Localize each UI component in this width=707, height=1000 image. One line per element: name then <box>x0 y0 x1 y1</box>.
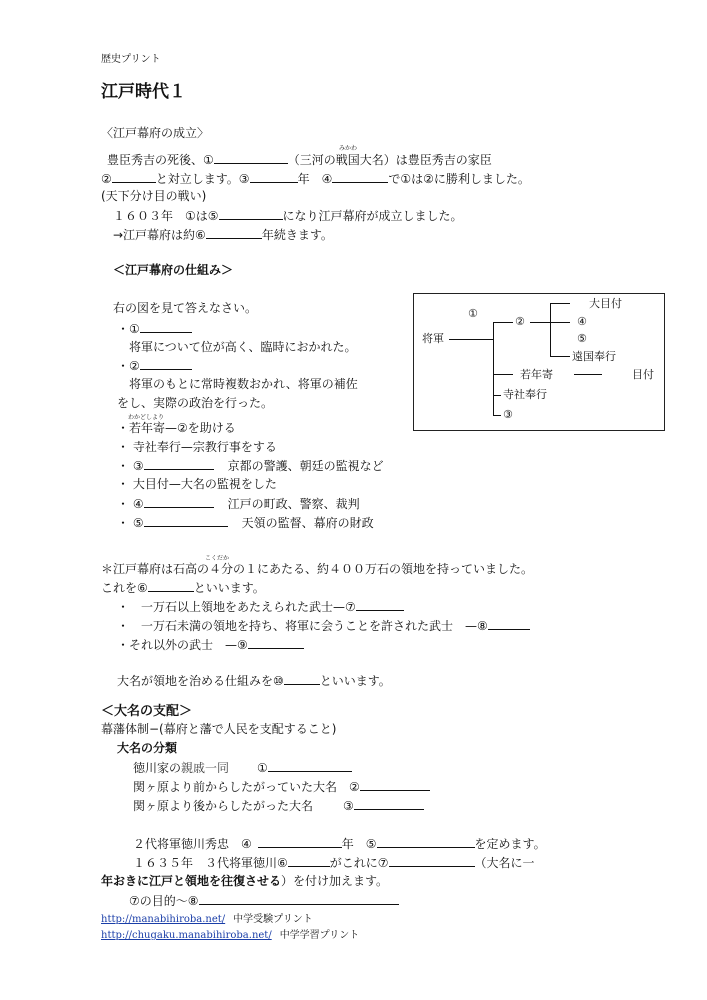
establishment-line-1: 豊臣秀吉の死後、① （三河の戦国大名）は豊臣秀吉の家臣 <box>107 153 492 167</box>
connector <box>550 356 570 357</box>
furigana-kokudaka: こくだか <box>205 555 230 562</box>
diagram-node-1: ① <box>468 307 478 320</box>
answer-blank[interactable] <box>148 580 194 592</box>
structure-q2-desc-2: をし、実際の政治を行った。 <box>117 396 274 410</box>
footer-desc-2: 中学学習プリント <box>279 930 360 941</box>
territory-line-1: ＊江戸幕府は石高の４分の１にあたる、約４００万石の領地を持っていました。 <box>101 562 534 576</box>
structure-q1-desc: 将軍について位が高く、臨時におかれた。 <box>129 340 357 354</box>
diagram-shogun: 将軍 <box>422 332 444 345</box>
establishment-line-3: (天下分け目の戦い) <box>101 189 207 203</box>
section-establishment-heading: 〈江戸幕府の成立〉 <box>101 126 210 140</box>
answer-blank[interactable] <box>332 171 388 183</box>
connector <box>550 303 551 356</box>
footer-row-2 <box>101 928 359 943</box>
answer-blank[interactable] <box>250 171 298 183</box>
connector <box>550 322 570 323</box>
territory-line-6: 大名が領地を治める仕組みを⑩ といいます。 <box>117 674 391 688</box>
diagram-ometsuke: 大目付 <box>589 297 622 310</box>
page-title: 江戸時代１ <box>101 82 186 102</box>
iemitsu-line: １６３５年 ３代将軍徳川⑥ がこれに⑦ （大名に一 <box>133 856 535 870</box>
structure-bullet-5: ・ ④ 江戸の町政、警察、裁判 <box>117 497 360 511</box>
answer-blank[interactable] <box>354 798 424 810</box>
answer-blank[interactable] <box>206 227 262 239</box>
connector <box>493 322 513 323</box>
answer-blank[interactable] <box>284 673 320 685</box>
connector <box>493 374 513 375</box>
diagram-wakadoshiyori: 若年寄 <box>520 368 553 381</box>
bakuhan-line: 幕藩体制−(幕府と藩で人民を支配すること) <box>101 722 337 736</box>
answer-blank[interactable] <box>360 779 430 791</box>
answer-blank[interactable] <box>144 515 228 527</box>
answer-blank[interactable] <box>144 496 214 508</box>
print-label: 歴史プリント <box>101 54 161 65</box>
establishment-line-5: →江戸幕府は約⑥ 年続きます。 <box>113 228 333 242</box>
establishment-line-4: １６０３年 ①は⑤ になり江戸幕府が成立しました。 <box>113 209 463 223</box>
footer-link-1[interactable]: http://manabihiroba.net/ <box>101 914 226 925</box>
answer-blank[interactable] <box>356 599 404 611</box>
answer-blank[interactable] <box>288 855 330 867</box>
diagram-node-5: ⑤ <box>577 332 587 345</box>
connector <box>449 339 493 340</box>
sankin-line: 年おきに江戸と領地を往復させる）を付け加えます。 <box>101 874 389 888</box>
diagram-ongoku-bugyo: 遠国奉行 <box>572 350 616 363</box>
establishment-line-2: ② と対立します。③ 年 ④ で①は②に勝利しました。 <box>101 172 530 186</box>
footer-desc-1: 中学受験プリント <box>233 914 313 925</box>
territory-line-4: ・ 一万石未満の領地を持ち、将軍に会うことを許された武士 —⑧ <box>117 618 530 634</box>
answer-blank[interactable] <box>219 208 283 220</box>
territory-line-5: ・それ以外の武士 —⑨ <box>117 637 304 653</box>
structure-bullet-4: ・ 大目付—大名の監視をした <box>117 477 277 491</box>
section-structure-heading: ＜江戸幕府の仕組み＞ <box>113 263 234 277</box>
connector <box>493 395 501 396</box>
purpose-line: ⑦の目的〜⑧ <box>129 893 399 909</box>
answer-blank[interactable] <box>140 321 192 333</box>
answer-blank[interactable] <box>144 458 214 470</box>
answer-blank[interactable] <box>268 760 352 772</box>
answer-blank[interactable] <box>258 836 342 848</box>
answer-blank[interactable] <box>248 637 304 649</box>
diagram-node-4: ④ <box>577 315 587 328</box>
footer-row-1 <box>101 912 313 927</box>
hidetada-line: ２代将軍徳川秀忠 ④ 年 ⑤ を定めます。 <box>133 837 546 851</box>
furigana-mikawa: みかわ <box>339 145 358 152</box>
diagram-jisha-bugyo: 寺社奉行 <box>503 388 547 401</box>
structure-bullet-1: ・若年寄—②を助ける <box>117 421 236 435</box>
connector <box>530 322 550 323</box>
diagram-node-3: ③ <box>503 408 513 421</box>
daimyo-row-3: 関ヶ原より後からしたがった大名 ③ <box>133 798 424 814</box>
structure-intro: 右の図を見て答えなさい。 <box>113 301 258 315</box>
territory-line-3: ・ 一万石以上領地をあたえられた武士—⑦ <box>117 599 404 615</box>
connector <box>574 374 602 375</box>
structure-bullet-6: ・ ⑤ 天領の監督、幕府の財政 <box>117 516 374 530</box>
daimyo-classification-heading: 大名の分類 <box>117 741 178 755</box>
answer-blank[interactable] <box>377 836 475 848</box>
connector <box>493 415 501 416</box>
furigana-wakadoshiyori: わかどしより <box>128 414 165 421</box>
answer-blank[interactable] <box>389 855 475 867</box>
section-daimyo-heading: ＜大名の支配＞ <box>101 704 193 719</box>
territory-line-2: これを⑥ といいます。 <box>101 581 265 595</box>
structure-q2: ・② <box>117 358 192 374</box>
connector <box>493 322 494 416</box>
structure-q1: ・① <box>117 321 192 337</box>
answer-blank[interactable] <box>214 152 288 164</box>
diagram-node-2: ② <box>515 315 525 328</box>
daimyo-row-1: 徳川家の親戚一同 ① <box>133 760 352 776</box>
connector <box>550 303 570 304</box>
diagram-metsuke: 目付 <box>632 368 654 381</box>
structure-q2-desc-1: 将軍のもとに常時複数おかれ、将軍の補佐 <box>129 377 358 391</box>
structure-bullet-2: ・ 寺社奉行—宗教行事をする <box>117 440 277 454</box>
structure-bullet-3: ・ ③ 京都の警護、朝廷の監視など <box>117 459 384 473</box>
shogunate-structure-diagram <box>413 293 665 431</box>
footer-link-2[interactable]: http://chugaku.manabihiroba.net/ <box>101 930 272 941</box>
answer-blank[interactable] <box>140 358 192 370</box>
answer-blank[interactable] <box>112 171 156 183</box>
answer-blank[interactable] <box>199 893 399 905</box>
daimyo-row-2: 関ヶ原より前からしたがっていた大名 ② <box>133 779 430 795</box>
answer-blank[interactable] <box>488 618 530 630</box>
